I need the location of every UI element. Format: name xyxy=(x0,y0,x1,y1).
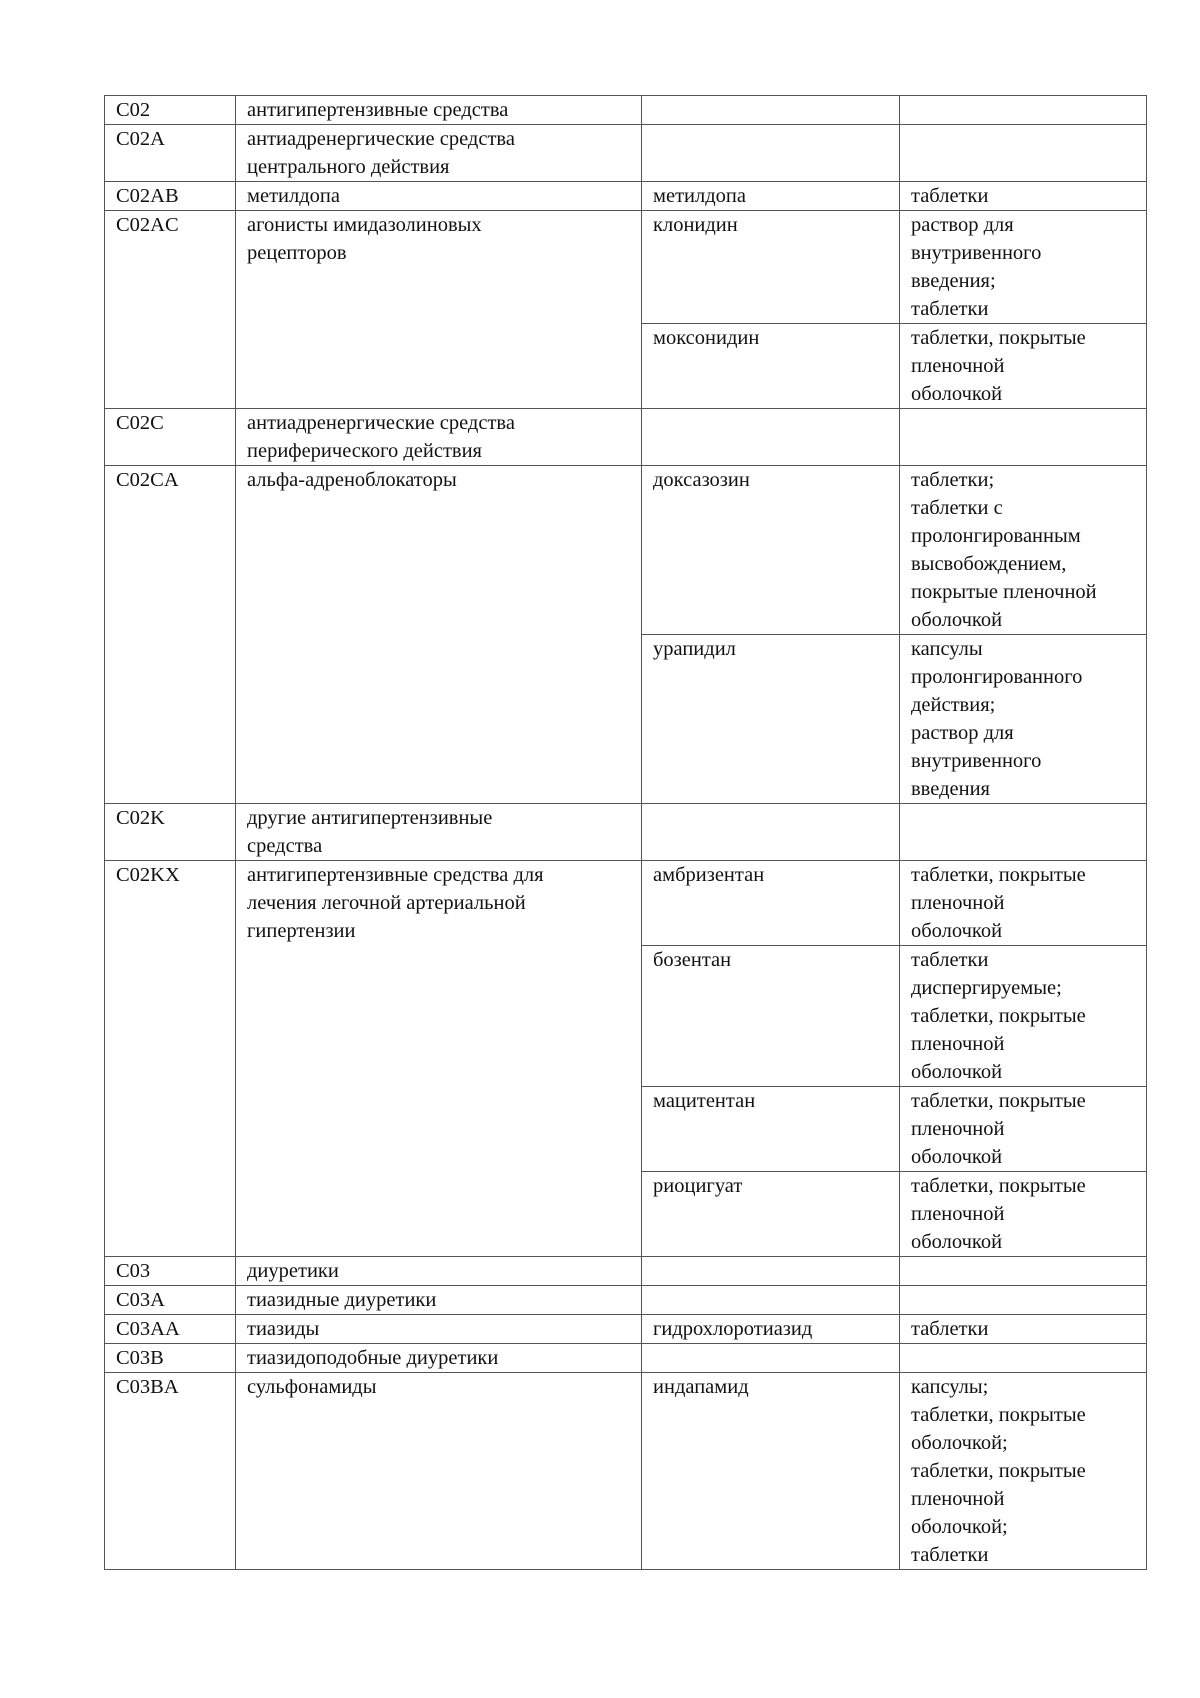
atc-code-cell: C02KX xyxy=(105,861,236,1257)
anatomical-therapeutic-group-cell: сульфонамиды xyxy=(236,1373,642,1570)
atc-code-cell: C02A xyxy=(105,125,236,182)
dosage-form-cell xyxy=(900,125,1147,182)
atc-code-cell: C02 xyxy=(105,96,236,125)
drug-name-cell xyxy=(642,1286,900,1315)
dosage-form-cell: таблетки xyxy=(900,1315,1147,1344)
drug-name-cell: бозентан xyxy=(642,946,900,1087)
drug-name-cell xyxy=(642,409,900,466)
dosage-form-cell: капсулы пролонгированного действия; раствор для внутривенного введения xyxy=(900,635,1147,804)
drug-name-cell: моксонидин xyxy=(642,324,900,409)
table-row xyxy=(105,211,1147,324)
atc-code-cell: C03B xyxy=(105,1344,236,1373)
drug-name-cell: амбризентан xyxy=(642,861,900,946)
table-row xyxy=(105,861,1147,946)
anatomical-therapeutic-group-cell: агонисты имидазолиновых рецепторов xyxy=(236,211,642,409)
atc-code-cell: C02CA xyxy=(105,466,236,804)
atc-code-cell: C02C xyxy=(105,409,236,466)
dosage-form-cell: таблетки, покрытые пленочной оболочкой xyxy=(900,1172,1147,1257)
drug-name-cell xyxy=(642,125,900,182)
dosage-form-cell: раствор для внутривенного введения; таблетки xyxy=(900,211,1147,324)
table-row xyxy=(105,96,1147,125)
anatomical-therapeutic-group-cell: антигипертензивные средства для лечения легочной артериальной гипертензии xyxy=(236,861,642,1257)
drug-name-cell: клонидин xyxy=(642,211,900,324)
drug-name-cell: индапамид xyxy=(642,1373,900,1570)
table-row xyxy=(105,1315,1147,1344)
table-row xyxy=(105,182,1147,211)
atc-code-cell: C03BA xyxy=(105,1373,236,1570)
drug-name-cell xyxy=(642,1257,900,1286)
table-row xyxy=(105,1373,1147,1570)
atc-code-cell: C03AA xyxy=(105,1315,236,1344)
atc-drug-table xyxy=(104,95,1147,1570)
dosage-form-cell: таблетки диспергируемые; таблетки, покрытые пленочной оболочкой xyxy=(900,946,1147,1087)
table-row xyxy=(105,409,1147,466)
anatomical-therapeutic-group-cell: тиазиды xyxy=(236,1315,642,1344)
anatomical-therapeutic-group-cell: тиазидоподобные диуретики xyxy=(236,1344,642,1373)
anatomical-therapeutic-group-cell: диуретики xyxy=(236,1257,642,1286)
atc-code-cell: C03 xyxy=(105,1257,236,1286)
dosage-form-cell: таблетки, покрытые пленочной оболочкой xyxy=(900,861,1147,946)
atc-code-cell: C02K xyxy=(105,804,236,861)
table-row xyxy=(105,1344,1147,1373)
drug-name-cell xyxy=(642,804,900,861)
table-row xyxy=(105,1257,1147,1286)
drug-name-cell: мацитентан xyxy=(642,1087,900,1172)
atc-code-cell: C02AC xyxy=(105,211,236,409)
anatomical-therapeutic-group-cell: альфа-адреноблокаторы xyxy=(236,466,642,804)
drug-name-cell: риоцигуат xyxy=(642,1172,900,1257)
anatomical-therapeutic-group-cell: антигипертензивные средства xyxy=(236,96,642,125)
atc-code-cell: C02AB xyxy=(105,182,236,211)
drug-name-cell: доксазозин xyxy=(642,466,900,635)
dosage-form-cell xyxy=(900,804,1147,861)
atc-code-cell: C03A xyxy=(105,1286,236,1315)
dosage-form-cell xyxy=(900,409,1147,466)
dosage-form-cell: таблетки; таблетки с пролонгированным высвобождением, покрытые пленочной оболочкой xyxy=(900,466,1147,635)
table-row xyxy=(105,804,1147,861)
drug-name-cell: гидрохлоротиазид xyxy=(642,1315,900,1344)
dosage-form-cell xyxy=(900,1344,1147,1373)
anatomical-therapeutic-group-cell: метилдопа xyxy=(236,182,642,211)
dosage-form-cell: таблетки, покрытые пленочной оболочкой xyxy=(900,324,1147,409)
drug-name-cell: урапидил xyxy=(642,635,900,804)
table-row xyxy=(105,466,1147,635)
dosage-form-cell xyxy=(900,1286,1147,1315)
table-row xyxy=(105,125,1147,182)
table-row xyxy=(105,1286,1147,1315)
drug-name-cell xyxy=(642,1344,900,1373)
anatomical-therapeutic-group-cell: антиадренергические средства периферического действия xyxy=(236,409,642,466)
anatomical-therapeutic-group-cell: антиадренергические средства центрального действия xyxy=(236,125,642,182)
dosage-form-cell: таблетки, покрытые пленочной оболочкой xyxy=(900,1087,1147,1172)
dosage-form-cell xyxy=(900,96,1147,125)
dosage-form-cell: капсулы; таблетки, покрытые оболочкой; таблетки, покрытые пленочной оболочкой; таблетки xyxy=(900,1373,1147,1570)
atc-table-body xyxy=(105,96,1147,1570)
anatomical-therapeutic-group-cell: другие антигипертензивные средства xyxy=(236,804,642,861)
drug-name-cell: метилдопа xyxy=(642,182,900,211)
dosage-form-cell: таблетки xyxy=(900,182,1147,211)
dosage-form-cell xyxy=(900,1257,1147,1286)
anatomical-therapeutic-group-cell: тиазидные диуретики xyxy=(236,1286,642,1315)
drug-name-cell xyxy=(642,96,900,125)
